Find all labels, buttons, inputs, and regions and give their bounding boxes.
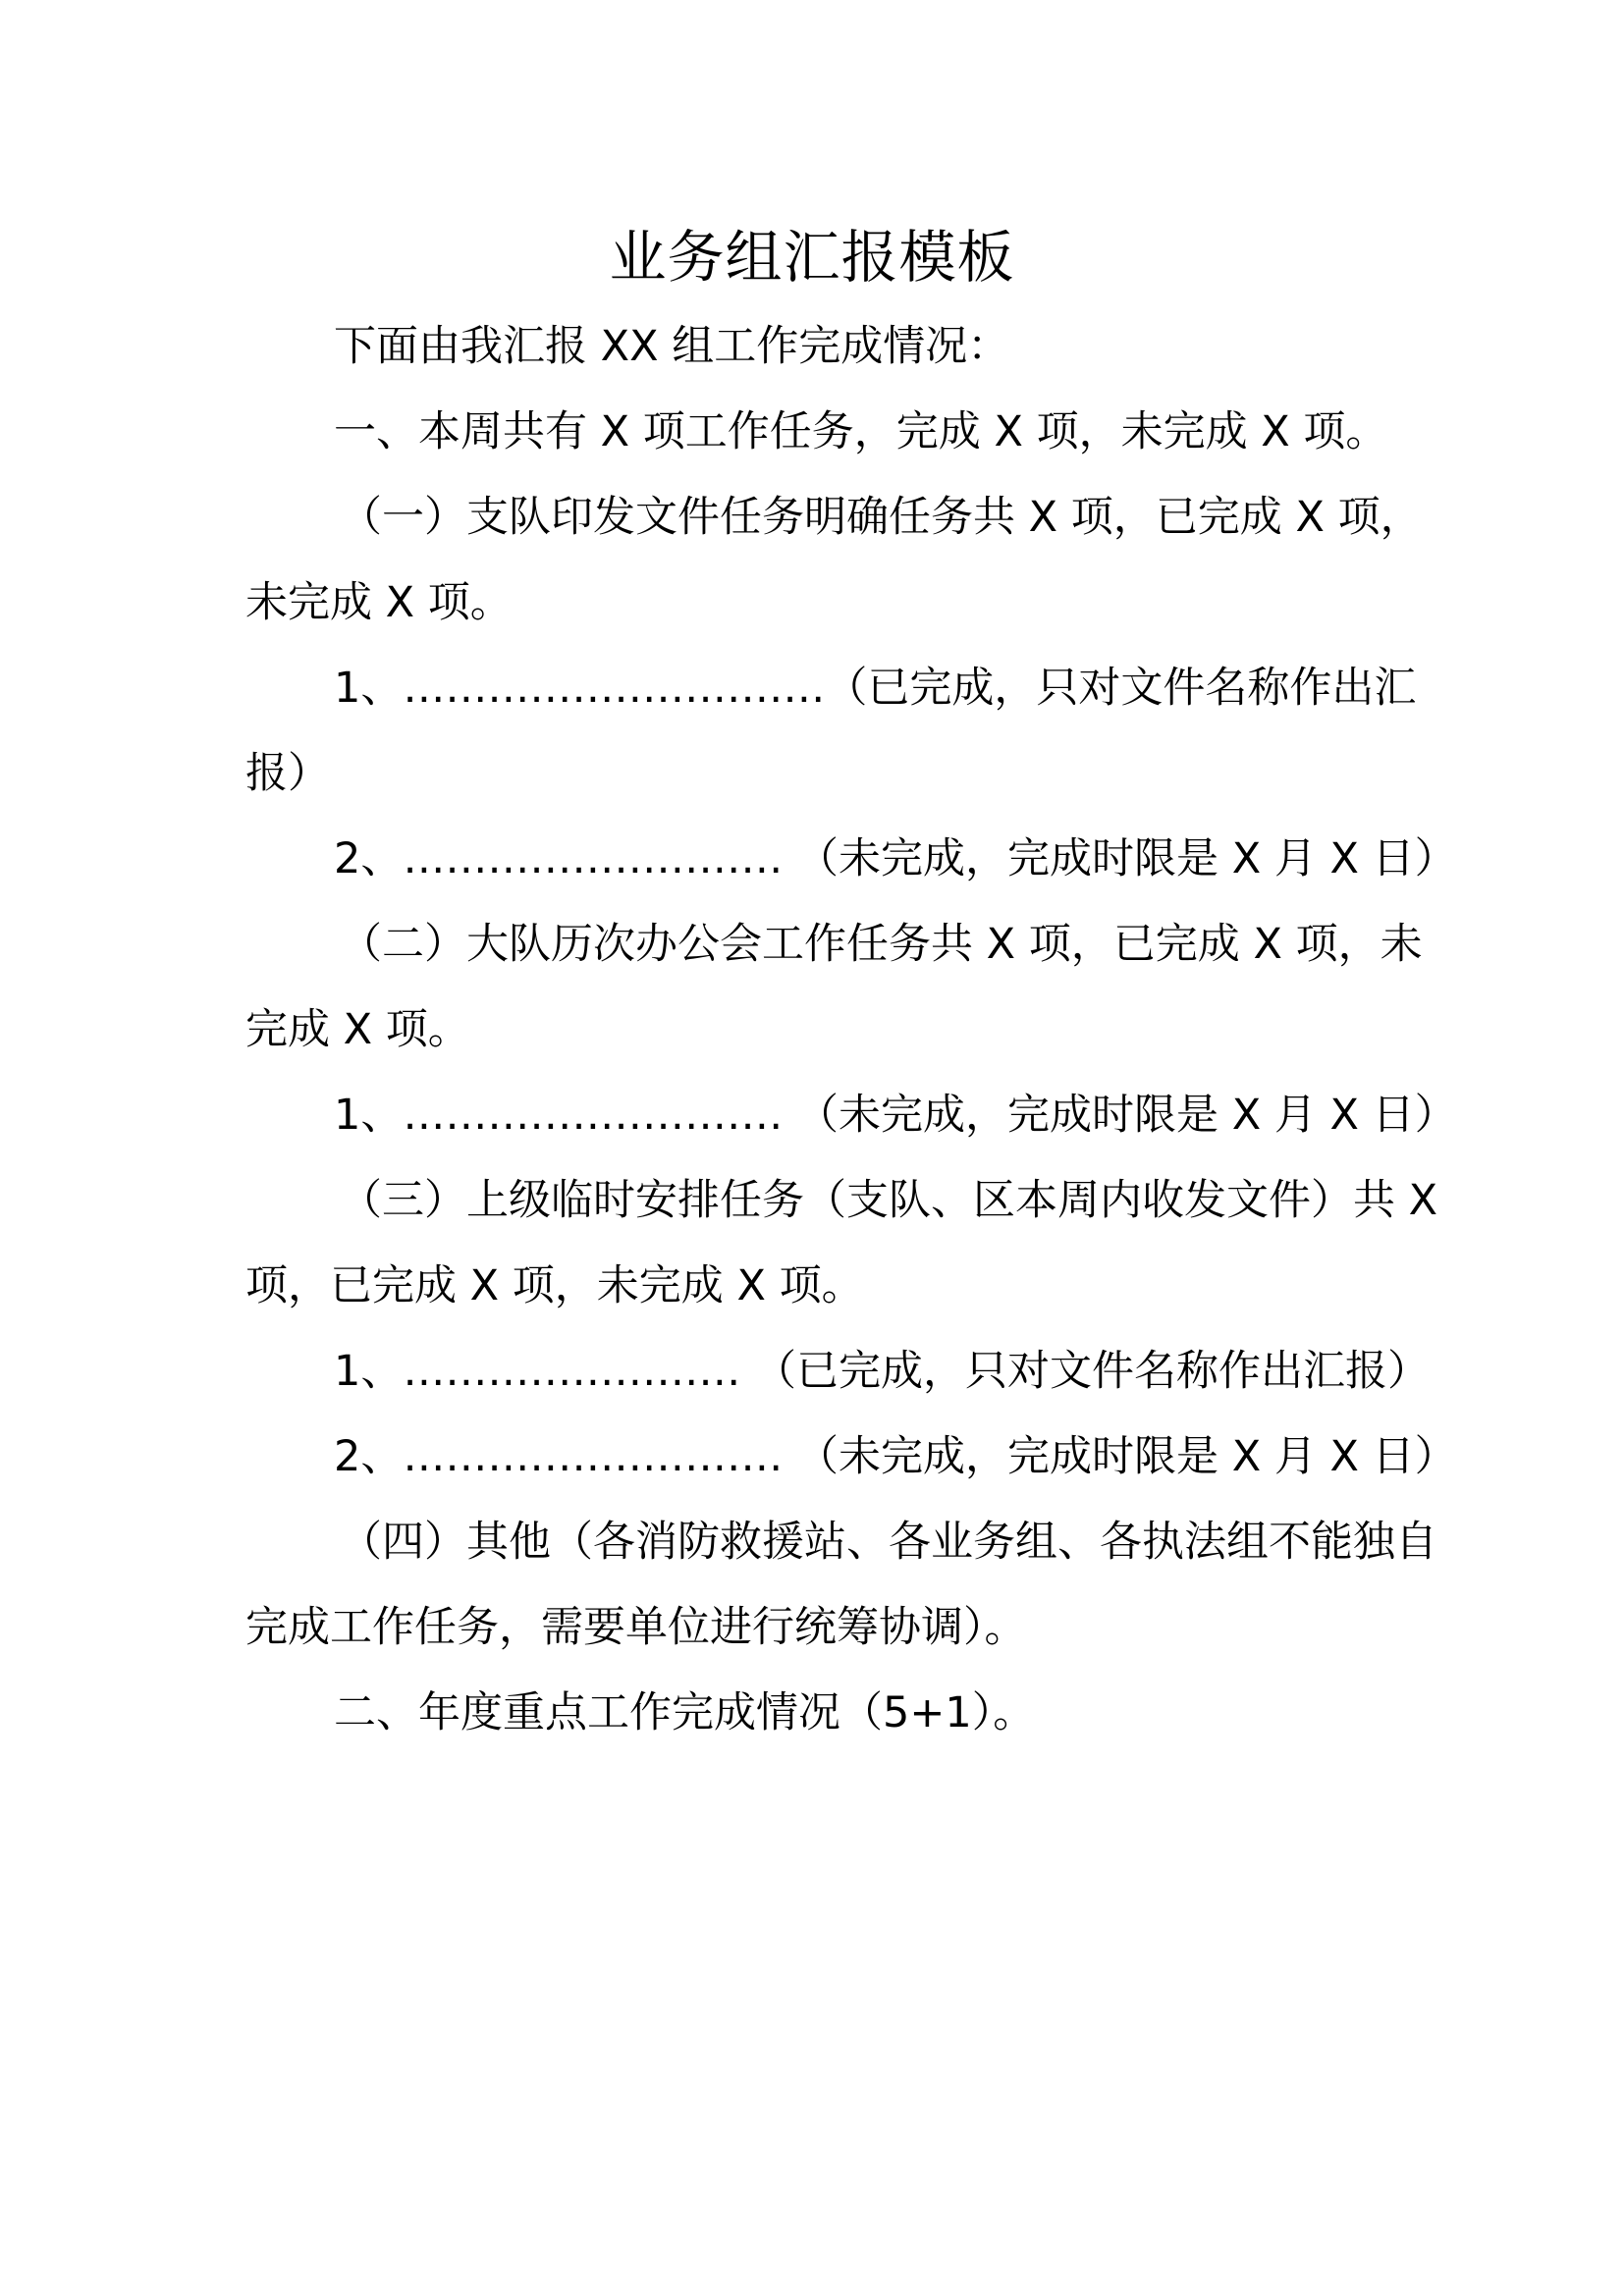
item-line: 1、…………………… （已完成，只对文件名称作出汇报）: [334, 1347, 1431, 1396]
item-line: 2、……………………… （未完成，完成时限是 X 月 X 日）: [334, 1432, 1457, 1481]
subsection-two-line1: （二）大队历次办公会工作任务共 X 项，已完成 X 项，未: [340, 920, 1423, 969]
subsection-three-line1: （三）上级临时安排任务（支队、区本周内收发文件）共 X: [340, 1176, 1438, 1225]
intro-line: 下面由我汇报 XX 组工作完成情况：: [334, 322, 1010, 371]
item-continuation: 报）: [245, 749, 330, 798]
subsection-four-line1: （四）其他（各消防救援站、各业务组、各执法组不能独自: [340, 1518, 1437, 1567]
section-one-heading: 一、本周共有 X 项工作任务，完成 X 项，未完成 X 项。: [334, 407, 1388, 456]
subsection-two-line2: 完成 X 项。: [245, 1005, 470, 1054]
item-line: 1、……………………… （未完成，完成时限是 X 月 X 日）: [334, 1091, 1457, 1140]
subsection-one-line2: 未完成 X 项。: [245, 578, 513, 627]
item-line: 1、…………………………（已完成，只对文件名称作出汇: [334, 664, 1417, 713]
section-two-heading: 二、年度重点工作完成情况（5+1）。: [334, 1688, 1036, 1737]
subsection-one-line1: （一）支队印发文件任务明确任务共 X 项，已完成 X 项，: [340, 493, 1423, 542]
subsection-three-line2: 项，已完成 X 项，未完成 X 项。: [245, 1261, 864, 1310]
subsection-four-line2: 完成工作任务，需要单位进行统筹协调）。: [245, 1603, 1027, 1652]
document-title: 业务组汇报模板: [609, 224, 1015, 291]
item-line: 2、……………………… （未完成，完成时限是 X 月 X 日）: [334, 834, 1457, 883]
